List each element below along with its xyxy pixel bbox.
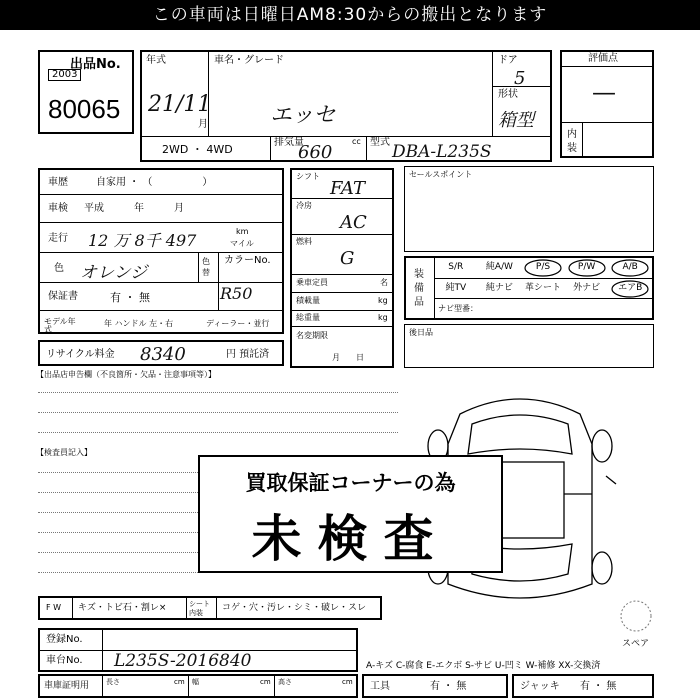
fuel-value: G <box>340 248 355 269</box>
interior-label: 内装 <box>567 129 577 154</box>
registration-box <box>38 628 358 672</box>
mileage-mile-unit: マイル <box>230 239 254 248</box>
equipment-item: 革シート <box>524 283 561 293</box>
displacement-unit: cc <box>352 137 361 146</box>
color-label: 色 <box>54 263 64 274</box>
recycle-label: リサイクル料金 <box>46 349 115 360</box>
sales-point-label: セールスポイント <box>409 170 473 179</box>
spare-label: スペア <box>622 639 650 649</box>
equipment-circle-marks <box>434 258 652 300</box>
inspector-label: 【検査員記入】 <box>36 448 92 457</box>
color-no-value: R50 <box>220 284 253 303</box>
garage-cert-label: 車庫証明用 <box>44 681 90 691</box>
fuel-label: 燃料 <box>296 237 312 246</box>
year-label: 年式 <box>146 55 166 66</box>
history-label: 車歴 <box>48 177 68 188</box>
jack-value: 有 ・ 無 <box>580 681 617 692</box>
car-name-value: エッセ <box>270 103 336 128</box>
grade-label: 評価点 <box>588 53 618 64</box>
warranty-value: 有 ・ 無 <box>110 291 150 304</box>
length-unit: cm <box>174 678 185 686</box>
name-change-label: 名変期限 <box>296 331 328 340</box>
jack-label: ジャッキ <box>520 681 560 692</box>
jack-box <box>512 674 654 698</box>
registration-label: 登録No. <box>46 634 83 645</box>
width-unit: cm <box>260 678 271 686</box>
history-value: 自家用 ・ （ ） <box>96 177 213 188</box>
capacity-unit: 名 <box>380 278 388 287</box>
spare-tire-icon <box>618 598 654 634</box>
inspection-value: 平成 年 月 <box>84 203 184 214</box>
equipment-item: P/S <box>535 262 551 272</box>
recycle-unit: 円 預託済 <box>226 349 270 360</box>
equipment-item: 純TV <box>445 283 467 293</box>
tools-label: 工具 <box>370 681 390 692</box>
equipment-item: エアB <box>618 283 643 293</box>
model-label: 型式 <box>370 137 390 148</box>
handle-label: 年 ハンドル 左・右 <box>104 319 174 328</box>
recycle-box <box>38 340 284 366</box>
defects-box <box>38 596 382 620</box>
recycle-value: 8340 <box>140 344 186 365</box>
grade-value: — <box>592 78 616 106</box>
equipment-box <box>404 256 654 320</box>
seat-label: シート内装 <box>189 600 210 617</box>
later-items-label: 後日品 <box>409 328 433 337</box>
navi-label: ナビ型番： <box>438 304 478 313</box>
garage-cert-box <box>38 674 358 698</box>
ac-label: 冷房 <box>296 201 312 210</box>
damage-legend: A-キズ C-腐食 E-エクボ S-サビ U-凹ミ W-補修 XX-交換済 <box>366 661 601 671</box>
equipment-item: 純ナビ <box>485 283 513 293</box>
height-unit: cm <box>342 678 353 686</box>
length-label: 長さ <box>106 678 120 686</box>
color-change-label: 色替 <box>202 257 210 277</box>
later-items-box <box>404 324 654 368</box>
mileage-value: 12 万 8千 497 <box>88 231 197 250</box>
chassis-value: L235S-2016840 <box>114 651 252 671</box>
gross-unit: kg <box>378 313 388 322</box>
capacity-label: 乗車定員 <box>296 278 328 287</box>
door-value: 5 <box>514 68 526 89</box>
equipment-item: A/B <box>622 262 638 272</box>
load-unit: kg <box>378 296 388 305</box>
door-label: ドア <box>498 55 518 66</box>
equipment-label: 装備品 <box>414 269 424 308</box>
grade-box <box>560 50 654 158</box>
month-unit: 月 <box>198 119 208 130</box>
car-name-label: 車名・グレード <box>214 55 284 66</box>
displacement-value: 660 <box>298 142 333 163</box>
chassis-label: 車台No. <box>46 655 83 666</box>
color-value: オレンジ <box>80 263 148 283</box>
year-value: 21/11 <box>148 92 212 117</box>
drive-type: 2WD ・ 4WD <box>162 143 233 156</box>
equipment-item: 純A/W <box>485 262 513 272</box>
shape-value: 箱型 <box>498 110 534 131</box>
top-banner: この車両は日曜日AM8:30からの搬出となります <box>0 0 700 30</box>
not-inspected-stamp <box>198 455 503 573</box>
history-box <box>38 168 284 334</box>
shift-value: FAT <box>330 178 365 199</box>
tools-box <box>362 674 508 698</box>
spec-box <box>290 168 394 368</box>
shift-label: シフト <box>296 172 320 181</box>
sales-point-box <box>404 166 654 252</box>
stamp-line-1: 買取保証コーナーの為 <box>245 471 456 495</box>
displacement-label: 排気量 <box>274 137 304 148</box>
gross-label: 総重量 <box>296 313 320 322</box>
mileage-label: 走行 <box>48 233 68 244</box>
equipment-item: P/W <box>577 262 596 272</box>
fw-value: キズ・トビ石・割レ× <box>78 603 167 613</box>
name-change-value: 月 日 <box>332 353 364 362</box>
ac-value: AC <box>340 212 367 233</box>
tools-value: 有 ・ 無 <box>430 681 467 692</box>
equipment-item: 外ナビ <box>573 283 601 293</box>
dealer-label: ディーラー・並行 <box>206 319 270 328</box>
seller-note-label: 【出品店申告欄（不良箇所・欠品・注意事項等）】 <box>36 370 216 379</box>
equipment-item: S/R <box>448 262 464 272</box>
mileage-km-unit: km <box>236 227 249 236</box>
lot-label: 出品No. <box>70 57 121 72</box>
load-label: 積載量 <box>296 296 320 305</box>
model-year-label: モデル年式 <box>44 317 76 334</box>
vehicle-info-box <box>140 50 552 162</box>
lot-number: 80065 <box>48 94 121 124</box>
lot-year-code: 2003 <box>48 69 81 81</box>
seat-value: コゲ・穴・汚レ・シミ・破レ・スレ <box>222 603 367 613</box>
inspection-label: 車検 <box>48 203 68 214</box>
shape-label: 形状 <box>498 89 518 100</box>
stamp-line-2: 未検査 <box>251 510 450 568</box>
warranty-label: 保証書 <box>48 291 78 302</box>
height-label: 高さ <box>278 678 292 686</box>
model-value: DBA-L235S <box>392 142 492 162</box>
color-no-label: カラーNo. <box>224 255 271 266</box>
lot-number-box <box>38 50 134 134</box>
width-label: 幅 <box>192 678 199 686</box>
fw-label: F W <box>46 603 62 612</box>
